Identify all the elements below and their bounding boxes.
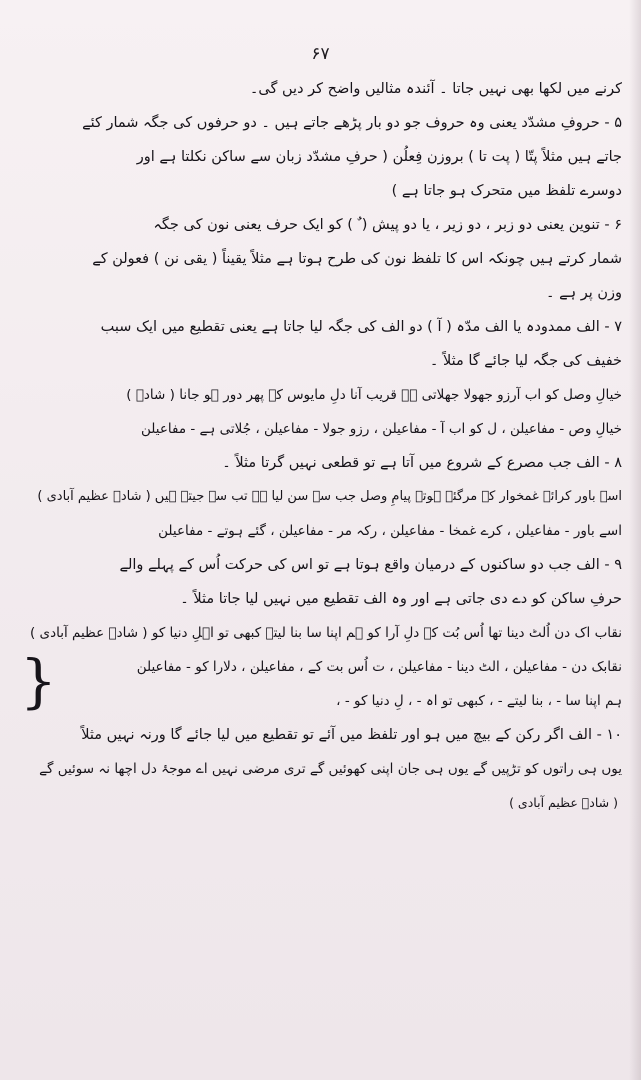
text-line: دوسرے تلفظ میں متحرک ہو جاتا ہے )	[391, 183, 622, 199]
text-line: شمار کرتے ہیں چونکہ اس کا تلفظ نون کی طرح ہوتا ہے مثلاً یقیناً ( یقی نن ) فعولن کے	[92, 251, 622, 267]
text-line: حرفِ ساکن کو دے دی جاتی ہے اور وہ الف تقطیع میں نہیں لیا جاتا مثلاً ۔	[180, 591, 622, 607]
scansion-line: اسے باور - مفاعیلن ، کرے غمخا - مفاعیلن ، رکہ مر - مفاعیلن ، گئے ہوتے - مفاعیلن	[158, 523, 622, 539]
scansion-line: ہم اپنا سا - ، بنا لیتے - ، کبھی تو اہ - ، لِ دنیا کو - ،	[336, 693, 622, 709]
page-number: ۶۷	[311, 44, 330, 64]
curly-brace: {	[20, 647, 57, 715]
poet-attribution: ( شادؔ عظیم آبادی )	[509, 795, 618, 810]
text-line: وزن پر ہے ۔	[545, 285, 622, 301]
rule-7-line: ۷ - الف ممدودہ یا الف مدّہ ( آ ) دو الف کی جگہ لیا جاتا ہے یعنی تقطیع میں ایک سبب	[100, 319, 622, 335]
text-line: خفیف کی جگہ لیا جائے گا مثلاً ۔	[429, 353, 622, 369]
verse-example: نقاب اک دن اُلٹ دینا تھا اُس بُت کے دلِ آرا کو ہم اپنا سا بنا لیتے کبھی تو اہلِ دنیا کو ( شادؔ عظیم آبادی )	[29, 625, 622, 641]
scansion-line: خیالِ وص - مفاعیلن ، ل کو اب آ - مفاعیلن ، رزو جولا - مفاعیلن ، جُلاتی ہے - مفاعیلن	[141, 421, 622, 437]
rule-6-line: ۶ - تنوین یعنی دو زبر ، دو زیر ، یا دو پیش ( ٌ ) کو ایک حرف یعنی نون کی جگہ	[153, 217, 622, 233]
scansion-line: نقابک دن - مفاعیلن ، الٹ دینا - مفاعیلن ، ت اُس بت کے ، مفاعیلن ، دلارا کو - مفاعیلن	[136, 659, 622, 675]
rule-8-line: ۸ - الف جب مصرع کے شروع میں آتا ہے تو قطعی نہیں گرتا مثلاً ۔	[222, 455, 622, 471]
text-line: جاتے ہیں مثلاً پتّا ( پت تا ) بروزن فِعلُن ( حرفِ مشدّد زبان سے ساکن نکلتا ہے اور	[136, 149, 622, 165]
scansion-brace-block	[18, 647, 622, 718]
text-line: کرنے میں لکھا بھی نہیں جاتا ۔ آئندہ مثالیں واضح کر دیں گی۔	[249, 81, 622, 97]
verse-example: یوں ہی راتوں کو تڑپیں گے یوں ہی جان اپنی کھوئیں گے تری مرضی نہیں اے موجۂ دل اچھا نہ سوئیں گے	[39, 761, 622, 777]
verse-example: خیالِ وصل کو اب آرزو جھولا جھلاتی ہے قریب آنا دلِ مایوس کے پھر دور ہو جانا ( شادؔ )	[126, 387, 622, 403]
rule-9-line: ۹ - الف جب دو ساکنوں کے درمیان واقع ہوتا ہے تو اس کی حرکت اُس کے پہلے والے	[119, 557, 622, 573]
page-body	[18, 72, 622, 820]
rule-10-line: ۱۰ - الف اگر رکن کے بیچ میں ہو اور تلفظ میں آئے تو تقطیع میں لیا جائے گا ورنہ نہیں مثلاً	[81, 727, 622, 743]
verse-example: اسے باور کرائے غمخوار کہ مرگئے ہوتے پیامِ وصل جب سے سن لیا ہے تب سے جیتے ہیں ( شادؔ عظیم آبادی )	[37, 489, 622, 504]
rule-5-line: ۵ - حروفِ مشدّد یعنی وہ حروف جو دو بار پڑھے جاتے ہیں ۔ دو حرفوں کی جگہ شمار کئے	[82, 115, 622, 131]
